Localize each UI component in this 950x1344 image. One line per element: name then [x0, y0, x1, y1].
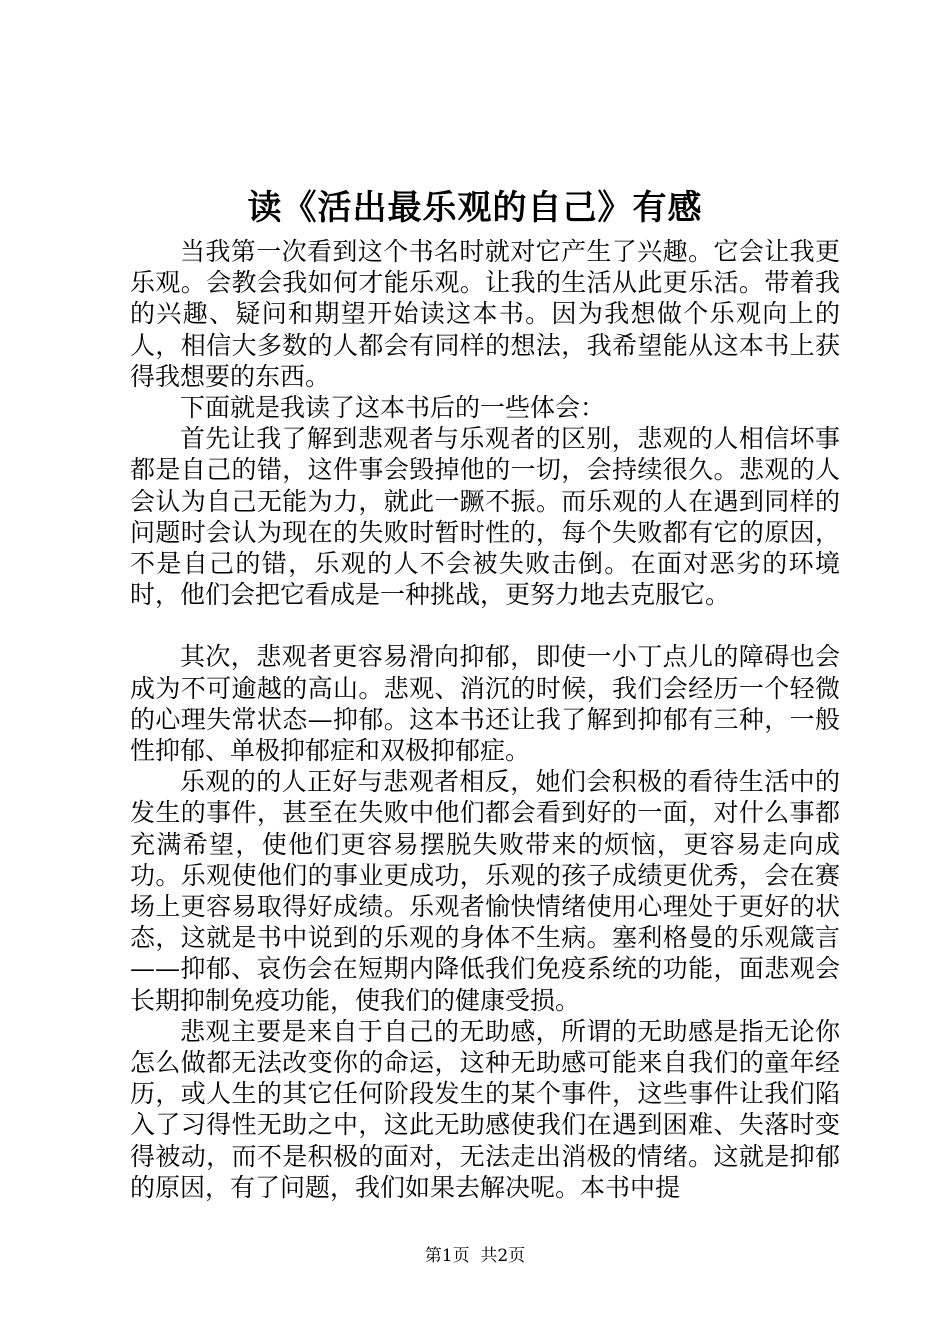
paragraph-optimists: 乐观的的人正好与悲观者相反，她们会积极的看待生活中的发生的事件，甚至在失败中他们都会看到好的一面，对什么事都充满希望，使他们更容易摆脱失败带来的烦恼，更容易走向成功。乐观使他们的事业更成功，乐观的孩子成绩更优秀，会在赛场上更容易取得好成绩。乐观者愉快情绪使用心理处于更好的状态，这就是书中说到的乐观的身体不生病。塞利格曼的乐观箴言——抑郁、哀伤会在短期内降低我们免疫系统的功能，面悲观会长期抑制免疫功能，使我们的健康受损。 [130, 767, 840, 1015]
document-title: 读《活出最乐观的自己》有感 [247, 188, 703, 228]
document-body [130, 236, 840, 1203]
paragraph-depression: 其次，悲观者更容易滑向抑郁，即使一小丁点儿的障碍也会成为不可逾越的高山。悲观、消沉的时候，我们会经历一个轻微的心理失常状态—抑郁。这本书还让我了解到抑郁有三种，一般性抑郁、单极抑郁症和双极抑郁症。 [130, 642, 840, 766]
paragraph-lead-in: 下面就是我读了这本书后的一些体会： [180, 393, 606, 423]
page-number: 第1页 共2页 [424, 1246, 526, 1266]
paragraph-helplessness: 悲观主要是来自于自己的无助感，所谓的无助感是指无论你怎么做都无法改变你的命运，这种无助感可能来自我们的童年经历，或人生的其它任何阶段发生的某个事件，这些事件让我们陷入了习得性无助之中，这此无助感使我们在遇到困难、失落时变得被动，而不是积极的面对，无法走出消极的情绪。这就是抑郁的原因，有了问题，我们如果去解决呢。本书中提 [130, 1016, 840, 1202]
paragraph-differences: 首先让我了解到悲观者与乐观者的区别，悲观的人相信坏事都是自己的错，这件事会毁掉他的一切，会持续很久。悲观的人会认为自己无能为力，就此一蹶不振。而乐观的人在遇到同样的问题时会认为现在的失败时暂时性的，每个失败都有它的原因，不是自己的错，乐观的人不会被失败击倒。在面对恶劣的环境时，他们会把它看成是一种挑战，更努力地去克服它。 [130, 424, 840, 610]
paragraph-intro: 当我第一次看到这个书名时就对它产生了兴趣。它会让我更乐观。会教会我如何才能乐观。让我的生活从此更乐活。带着我的兴趣、疑问和期望开始读这本书。因为我想做个乐观向上的人，相信大多数的人都会有同样的想法，我希望能从这本书上获得我想要的东西。 [130, 237, 840, 391]
page-footer [0, 1244, 950, 1268]
